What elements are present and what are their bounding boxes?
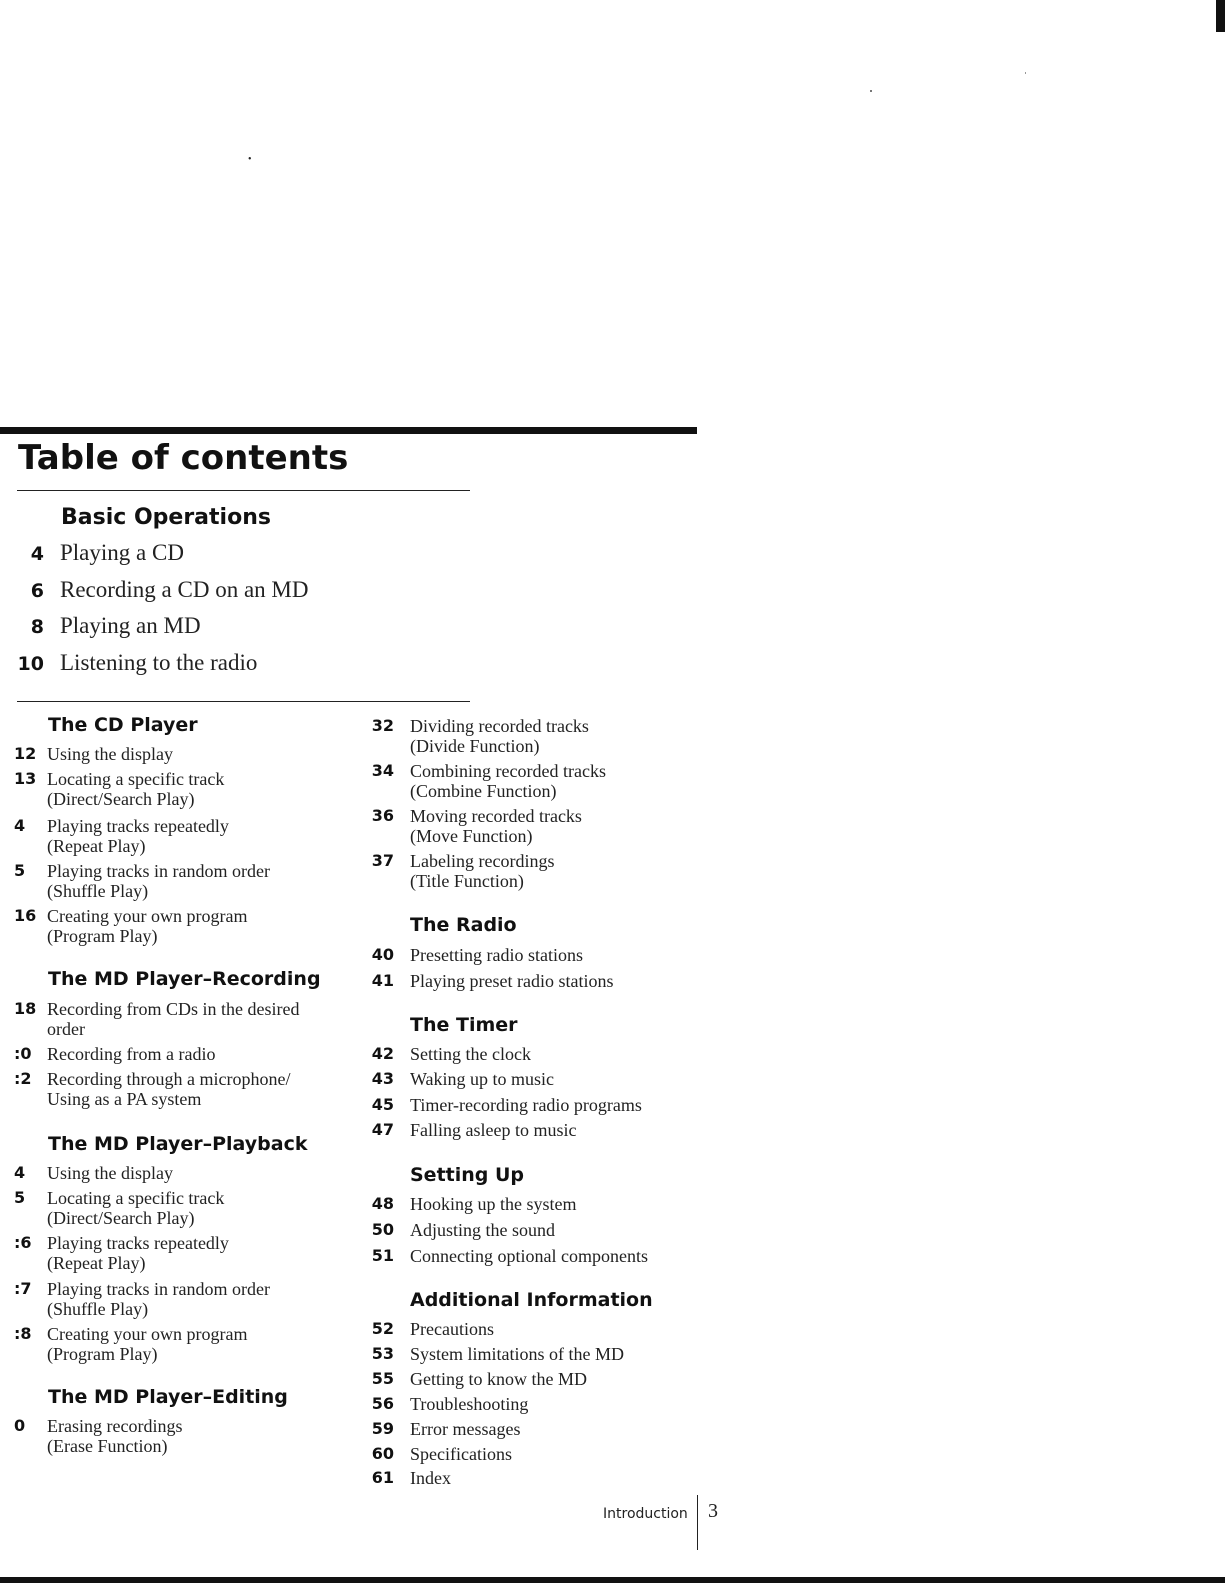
toc-page-number: 51: [371, 1246, 394, 1265]
toc-entry: [0, 1069, 291, 1109]
toc-entry-title: [410, 1319, 494, 1339]
toc-entry-title: [47, 744, 173, 764]
toc-entry: [356, 1069, 555, 1089]
toc-page-number: 56: [371, 1394, 394, 1413]
toc-entry-line: Precautions: [410, 1319, 494, 1339]
toc-entry-subtitle: order: [47, 1019, 85, 1039]
toc-entry-line: Presetting radio stations: [410, 945, 583, 965]
toc-page-number: 5: [14, 1188, 26, 1207]
toc-entry-subtitle: (Divide Function): [410, 736, 540, 756]
toc-entry-title: [47, 1069, 290, 1109]
toc-entry-subtitle: (Direct/Search Play): [47, 1208, 195, 1228]
toc-entry-line: Index: [410, 1468, 451, 1488]
toc-entry: [356, 945, 583, 965]
basic-operations-heading: Basic Operations: [61, 505, 271, 530]
toc-entry: [356, 1344, 624, 1364]
toc-entry-title: [47, 1233, 229, 1273]
toc-page-number: 47: [371, 1120, 394, 1139]
toc-entry: [0, 769, 225, 809]
toc-entry-line: Timer-recording radio programs: [410, 1095, 642, 1115]
toc-entry-title: [47, 1416, 182, 1456]
toc-entry-title: [410, 1468, 451, 1488]
toc-entry: [0, 1163, 173, 1183]
toc-entry-title: [47, 769, 224, 809]
toc-section-heading: The MD Player–Recording: [48, 968, 321, 990]
toc-entry-title: [47, 1279, 270, 1319]
toc-entry-subtitle: (Shuffle Play): [47, 881, 149, 901]
toc-entry-line: Dividing recorded tracks: [410, 716, 589, 736]
toc-entry-title: Listening to the radio: [60, 649, 258, 675]
toc-page-number: 36: [371, 806, 394, 825]
toc-entry-line: Playing tracks in random order: [47, 1279, 270, 1299]
toc-page-number: 37: [371, 851, 394, 870]
toc-entry-title: [410, 1344, 624, 1364]
toc-entry-line: Recording through a microphone/: [47, 1069, 291, 1089]
toc-entry: [356, 1468, 451, 1488]
toc-entry-title: [410, 1069, 554, 1089]
toc-entry-line: Getting to know the MD: [410, 1369, 587, 1389]
toc-entry-title: [410, 1394, 528, 1414]
title-underline: [17, 490, 470, 491]
toc-entry-line: Locating a specific track: [47, 1188, 225, 1208]
toc-entry: [356, 1194, 577, 1214]
toc-entry-line: Connecting optional components: [410, 1246, 648, 1266]
toc-page-number: 41: [371, 971, 394, 990]
toc-page-number: 42: [371, 1044, 394, 1063]
toc-entry: [0, 906, 248, 946]
toc-entry-title: [47, 906, 247, 946]
toc-entry-subtitle: (Combine Function): [410, 781, 557, 801]
toc-section-heading: Additional Information: [410, 1289, 653, 1311]
toc-entry-line: Combining recorded tracks: [410, 761, 606, 781]
toc-entry-subtitle: (Shuffle Play): [47, 1299, 149, 1319]
toc-page-number: 40: [371, 945, 394, 964]
toc-page-number: 12: [14, 744, 37, 763]
toc-entry-title: Playing an MD: [60, 613, 201, 638]
toc-page-number: 32: [371, 716, 394, 735]
toc-entry: [356, 806, 582, 846]
toc-entry-line: Using the display: [47, 744, 173, 764]
toc-entry-line: Locating a specific track: [47, 769, 225, 789]
toc-entry-line: System limitations of the MD: [410, 1344, 624, 1364]
toc-entry-subtitle: (Move Function): [410, 826, 533, 846]
toc-entry-title: [410, 761, 606, 801]
corner-crop-mark: [1216, 0, 1225, 32]
toc-entry: [0, 1324, 248, 1364]
toc-entry: [356, 1220, 556, 1240]
toc-entry-subtitle: (Repeat Play): [47, 836, 146, 856]
toc-entry-subtitle: (Program Play): [47, 926, 158, 946]
toc-entry: [0, 1188, 225, 1228]
toc-entry-subtitle: (Repeat Play): [47, 1253, 146, 1273]
page-title: Table of contents: [18, 438, 349, 478]
toc-page-number: 18: [14, 999, 37, 1018]
toc-entry-subtitle: Using as a PA system: [47, 1089, 202, 1109]
toc-entry-line: Setting the clock: [410, 1044, 531, 1064]
toc-page-number: 4: [14, 1163, 26, 1182]
toc-entry-line: Specifications: [410, 1444, 512, 1464]
toc-entry-title: [410, 851, 554, 891]
toc-page-number: :2: [14, 1069, 32, 1088]
toc-entry: [0, 613, 460, 650]
bottom-edge-rule: [0, 1577, 1225, 1583]
toc-page-number: 61: [371, 1468, 394, 1487]
toc-entry-title: Recording a CD on an MD: [60, 576, 309, 602]
toc-entry-line: Adjusting the sound: [410, 1220, 556, 1240]
toc-section-heading: Setting Up: [410, 1164, 525, 1186]
toc-entry: [0, 744, 173, 764]
toc-page-number: 50: [371, 1220, 394, 1239]
toc-entry: [356, 1044, 531, 1064]
toc-page-number: 45: [371, 1095, 394, 1114]
toc-section-heading: The MD Player–Editing: [48, 1386, 288, 1408]
toc-page-number: :0: [14, 1044, 32, 1063]
toc-section-heading: The Radio: [410, 914, 517, 936]
toc-entry: [356, 1246, 648, 1266]
toc-entry: [356, 1120, 577, 1140]
toc-entry: [356, 1394, 529, 1414]
toc-entry-line: Playing tracks repeatedly: [47, 816, 229, 836]
toc-page-number: 8: [30, 616, 44, 638]
toc-entry-subtitle: (Erase Function): [47, 1436, 168, 1456]
toc-entry-line: Playing tracks in random order: [47, 861, 270, 881]
toc-page-number: 52: [371, 1319, 394, 1338]
toc-entry-title: [410, 806, 582, 846]
toc-page-number: 59: [371, 1419, 394, 1438]
toc-entry-line: Waking up to music: [410, 1069, 555, 1089]
toc-entry-title: [410, 1419, 520, 1439]
toc-page-number: 13: [14, 769, 37, 788]
toc-entry-title: [410, 945, 583, 965]
toc-page-number: :7: [14, 1279, 32, 1298]
toc-entry-subtitle: (Title Function): [410, 871, 524, 891]
toc-entry-line: Falling asleep to music: [410, 1120, 577, 1140]
toc-entry-line: Troubleshooting: [410, 1394, 529, 1414]
toc-page-number: 6: [30, 579, 44, 602]
toc-entry: [0, 1416, 183, 1456]
toc-entry: [0, 816, 229, 856]
toc-entry: [356, 1319, 494, 1339]
toc-entry-line: Hooking up the system: [410, 1194, 577, 1214]
toc-entry-line: Error messages: [410, 1419, 521, 1439]
scan-speck: [1025, 72, 1026, 74]
toc-entry-line: Creating your own program: [47, 1324, 248, 1344]
toc-entry: [0, 999, 300, 1039]
toc-page-number: 55: [371, 1369, 394, 1388]
toc-entry-title: [47, 1163, 173, 1183]
toc-entry-title: [47, 1044, 215, 1064]
toc-entry-subtitle: (Direct/Search Play): [47, 789, 195, 809]
scan-speck: [870, 90, 872, 92]
toc-entry-title: [47, 861, 270, 901]
toc-page-number: 5: [14, 861, 26, 880]
toc-page-number: 10: [17, 652, 44, 675]
toc-entry-title: [47, 1188, 224, 1228]
toc-entry-subtitle: (Program Play): [47, 1344, 158, 1364]
toc-entry: [0, 1233, 229, 1273]
toc-entry-title: [410, 1120, 576, 1140]
toc-entry: [0, 1279, 270, 1319]
toc-entry: [0, 577, 460, 614]
footer-section-label: Introduction: [603, 1506, 688, 1522]
toc-entry-title: [410, 1194, 577, 1214]
toc-entry-title: [410, 1220, 555, 1240]
toc-entry-title: [410, 971, 613, 991]
toc-page-number: 4: [30, 543, 44, 565]
title-top-rule: [0, 427, 697, 434]
toc-page-number: 34: [371, 761, 394, 780]
toc-entry: [0, 861, 270, 901]
toc-page-number: :6: [14, 1233, 32, 1252]
basic-operations-list: [0, 540, 460, 686]
toc-entry-title: [410, 1369, 587, 1389]
section-divider: [17, 701, 470, 702]
toc-entry-line: Moving recorded tracks: [410, 806, 582, 826]
toc-entry: [356, 1095, 642, 1115]
toc-entry: [356, 851, 555, 891]
footer-divider: [697, 1495, 698, 1550]
toc-page-number: 60: [371, 1444, 394, 1463]
toc-page-number: 43: [371, 1069, 394, 1088]
toc-entry: [356, 1369, 587, 1389]
toc-page-number: 53: [371, 1344, 394, 1363]
toc-page-number: 48: [371, 1194, 394, 1213]
toc-section-heading: The Timer: [410, 1014, 518, 1036]
toc-entry-title: [410, 1044, 531, 1064]
toc-entry-title: [47, 816, 229, 856]
toc-entry-title: Playing a CD: [60, 540, 184, 565]
toc-entry-line: Playing tracks repeatedly: [47, 1233, 229, 1253]
toc-entry-title: [410, 1095, 642, 1115]
toc-entry-line: Recording from CDs in the desired: [47, 999, 300, 1019]
toc-page-number: :8: [14, 1324, 32, 1343]
toc-entry: [356, 971, 614, 991]
toc-page-number: 4: [14, 816, 26, 835]
toc-entry-line: Playing preset radio stations: [410, 971, 614, 991]
toc-entry-line: Erasing recordings: [47, 1416, 183, 1436]
toc-entry-line: Creating your own program: [47, 906, 248, 926]
toc-entry-title: [410, 716, 589, 756]
toc-entry-title: [410, 1246, 648, 1266]
toc-entry: [356, 1444, 512, 1464]
toc-entry: [356, 761, 606, 801]
page-number: 3: [708, 1500, 718, 1522]
toc-page-number: 0: [14, 1416, 26, 1435]
toc-entry: [0, 1044, 216, 1064]
toc-entry-title: [47, 999, 299, 1039]
scan-speck: •: [248, 154, 252, 165]
toc-section-heading: The MD Player–Playback: [48, 1133, 308, 1155]
toc-entry: [0, 650, 460, 687]
toc-entry-line: Recording from a radio: [47, 1044, 216, 1064]
toc-page-number: 16: [14, 906, 37, 925]
toc-entry-title: [47, 1324, 247, 1364]
toc-entry: [356, 1419, 521, 1439]
toc-entry: [356, 716, 589, 756]
toc-section-heading: The CD Player: [48, 714, 198, 736]
toc-entry-line: Using the display: [47, 1163, 173, 1183]
toc-entry: [0, 540, 460, 577]
toc-entry-title: [410, 1444, 512, 1464]
toc-entry-line: Labeling recordings: [410, 851, 555, 871]
